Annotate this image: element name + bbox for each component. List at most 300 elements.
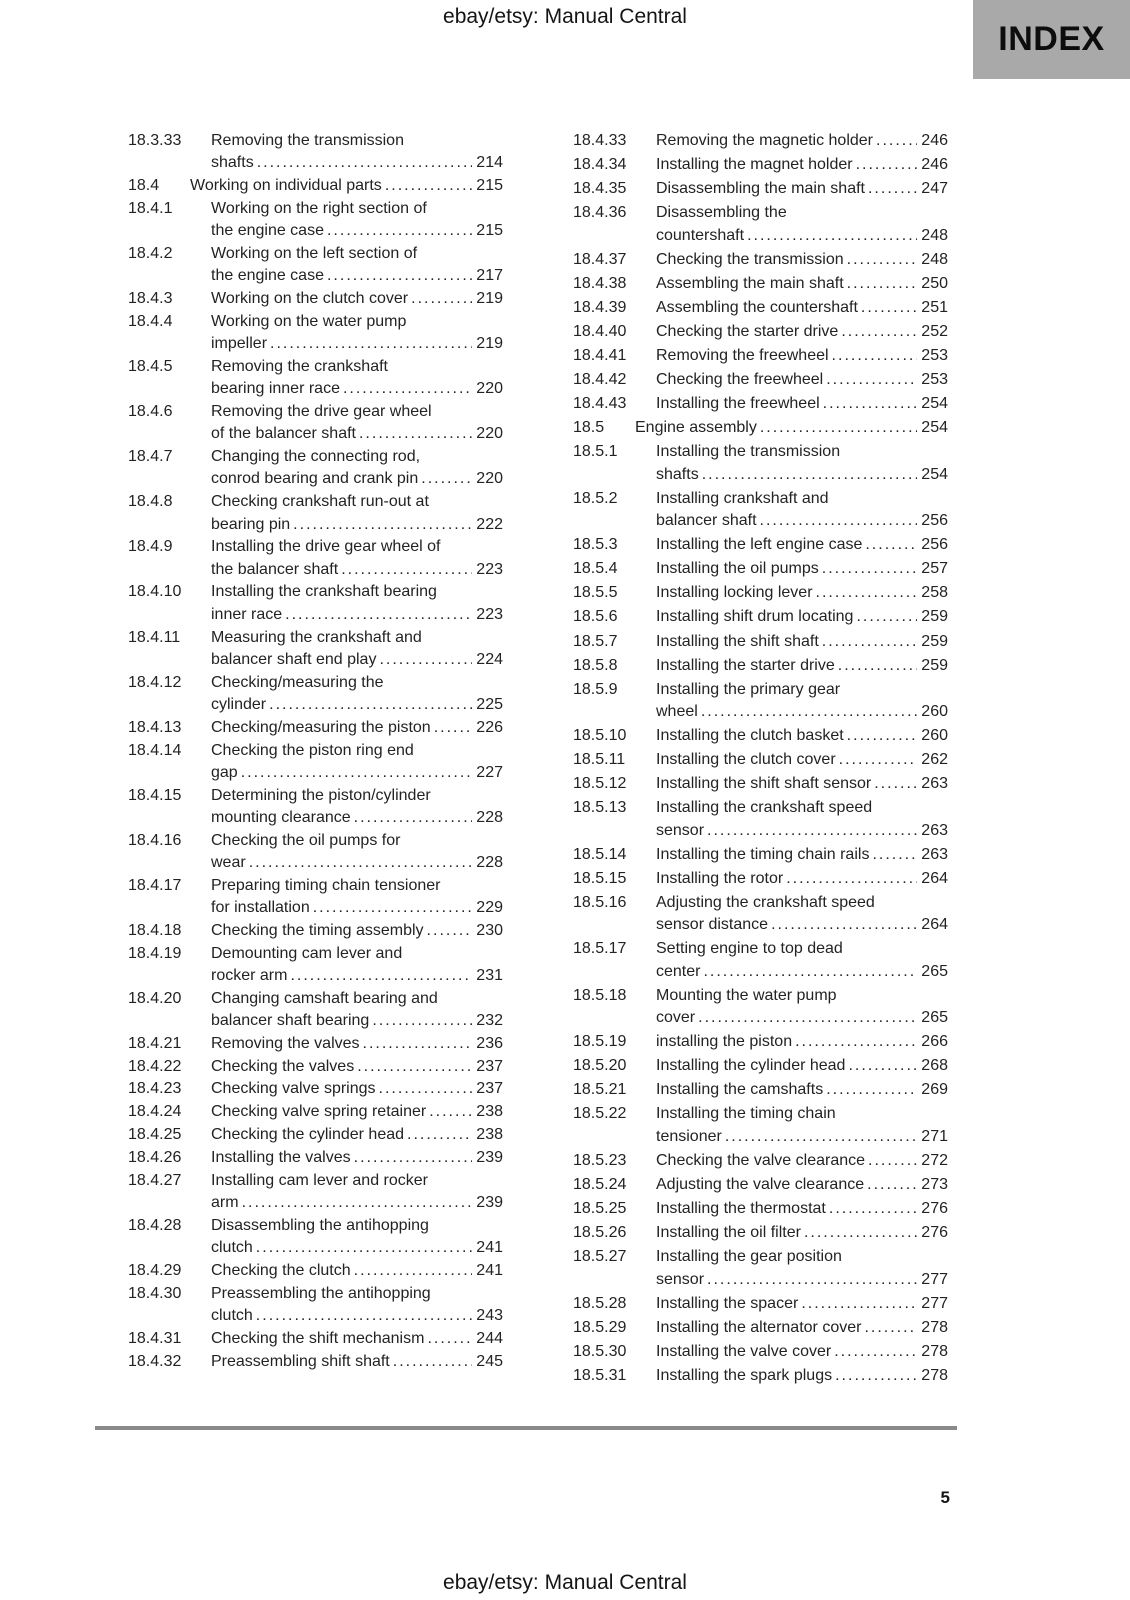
toc-entry [573, 1055, 948, 1077]
toc-entry-page: 265 [921, 1009, 948, 1027]
toc-leader-dots [835, 1365, 917, 1387]
toc-entry-body [656, 297, 948, 319]
toc-leader-dots [847, 725, 917, 747]
toc-entry-body [211, 446, 503, 491]
toc-entry-title: Assembling the countershaft [656, 298, 858, 316]
toc-entry [128, 1056, 503, 1078]
toc-entry-page: 256 [921, 536, 948, 554]
toc-leader-dots [411, 288, 472, 310]
toc-entry-line: Determining the piston/cylinder [211, 786, 431, 804]
toc-entry-title: Checking valve spring retainer [211, 1103, 427, 1121]
toc-entry-body [656, 1317, 948, 1339]
toc-entry-body [211, 1033, 503, 1055]
toc-leader-dots [856, 154, 917, 176]
toc-entry-title: Checking the clutch [211, 1261, 351, 1279]
toc-entry-number: 18.4.10 [128, 583, 182, 601]
toc-entry-body [656, 1341, 948, 1363]
toc-entry [128, 356, 503, 401]
toc-entry-page: 239 [476, 1148, 503, 1166]
toc-entry-lastline [656, 1269, 948, 1291]
toc-leader-dots [801, 1293, 917, 1315]
toc-entry-body [211, 581, 503, 626]
toc-entry-page: 220 [476, 425, 503, 443]
toc-entry [128, 1170, 503, 1215]
toc-entry-body [190, 175, 503, 197]
index-badge [973, 0, 1130, 79]
toc-entry [573, 868, 948, 890]
toc-entry-body [211, 740, 503, 785]
toc-entry [573, 417, 948, 439]
toc-leader-dots [270, 333, 472, 355]
toc-entry-number: 18.5.25 [573, 1200, 627, 1218]
toc-entry-page: 219 [476, 335, 503, 353]
toc-entry-lastline [211, 265, 503, 287]
toc-entry-body [656, 655, 948, 677]
toc-entry-body [656, 1293, 948, 1315]
toc-entry-lastline [656, 606, 948, 628]
toc-entry-page: 220 [476, 380, 503, 398]
toc-entry-number: 18.4.3 [128, 290, 173, 308]
toc-entry-title: Checking/measuring the piston [211, 718, 431, 736]
toc-entry-title: Checking the valves [211, 1057, 355, 1075]
toc-leader-dots [876, 130, 917, 152]
toc-entry-page: 277 [921, 1270, 948, 1288]
toc-entry-lastline [211, 920, 503, 942]
toc-leader-dots [795, 1031, 917, 1053]
toc-entry-page: 253 [921, 347, 948, 365]
toc-entry-lastline [656, 1341, 948, 1363]
toc-leader-dots [341, 559, 472, 581]
toc-leader-dots [868, 1150, 917, 1172]
toc-entry [573, 393, 948, 415]
toc-entry-line: Installing the gear position [656, 1248, 842, 1266]
toc-leader-dots [241, 762, 472, 784]
toc-entry-number: 18.5.26 [573, 1224, 627, 1242]
toc-entry-line: Measuring the crankshaft and [211, 628, 422, 646]
toc-entry-page: 278 [921, 1342, 948, 1360]
toc-entry [128, 491, 503, 536]
toc-entry-page: 269 [921, 1081, 948, 1099]
toc-leader-dots [701, 701, 917, 723]
toc-entry-number: 18.5.28 [573, 1294, 627, 1312]
toc-entry-title: Installing the clutch basket [656, 727, 844, 745]
toc-entry-body [211, 627, 503, 672]
toc-entry-body [656, 1365, 948, 1387]
toc-entry [573, 273, 948, 295]
toc-entry [573, 369, 948, 391]
toc-entry-title: Checking the starter drive [656, 322, 839, 340]
toc-leader-dots [760, 417, 917, 439]
toc-entry-lastline [656, 130, 948, 152]
toc-entry-number: 18.4.14 [128, 741, 182, 759]
toc-entry-title: Installing shift drum locating [656, 608, 854, 626]
toc-entry [573, 631, 948, 653]
toc-entry-body [656, 1198, 948, 1220]
toc-entry-number: 18.4.6 [128, 403, 173, 421]
toc-entry-number: 18.5.27 [573, 1248, 627, 1266]
toc-entry-page: 263 [921, 821, 948, 839]
toc-entry-lastline [211, 807, 503, 829]
toc-entry [573, 1031, 948, 1053]
toc-entry-page: 238 [476, 1126, 503, 1144]
toc-entry [128, 581, 503, 626]
toc-column-left [128, 130, 503, 1389]
toc-entry-title: mounting clearance [211, 808, 351, 826]
toc-entry [573, 655, 948, 677]
toc-entry-number: 18.4.12 [128, 673, 182, 691]
toc-entry-title: Checking the shift mechanism [211, 1329, 425, 1347]
toc-entry-title: bearing inner race [211, 380, 340, 398]
toc-entry-lastline [656, 725, 948, 747]
toc-entry-number: 18.4.16 [128, 831, 182, 849]
toc-entry [128, 830, 503, 875]
toc-entry [573, 1222, 948, 1244]
toc-entry-title: Checking the freewheel [656, 371, 824, 389]
toc-entry [573, 749, 948, 771]
toc-entry-body [211, 1170, 503, 1215]
toc-entry-number: 18.4.11 [128, 628, 181, 646]
toc-entry-line: Installing crankshaft and [656, 489, 829, 507]
toc-entry [573, 985, 948, 1030]
toc-entry-line: Disassembling the [656, 204, 787, 222]
toc-entry-number: 18.5.12 [573, 775, 627, 793]
toc-entry-lastline [656, 558, 948, 580]
toc-entry-title: Installing the timing chain rails [656, 845, 870, 863]
toc-entry-body [656, 178, 948, 200]
toc-entry-lastline [635, 417, 948, 439]
toc-entry-title: Removing the magnetic holder [656, 132, 874, 149]
toc-leader-dots [856, 606, 917, 628]
toc-entry-number: 18.4.37 [573, 250, 627, 268]
toc-entry-page: 215 [476, 177, 503, 195]
toc-entry-body [656, 441, 948, 486]
toc-entry-body [211, 1101, 503, 1123]
toc-entry-body [656, 985, 948, 1030]
toc-entry-line: Checking the oil pumps for [211, 831, 401, 849]
toc-entry-line: Removing the crankshaft [211, 357, 388, 375]
toc-entry [128, 785, 503, 830]
toc-entry-body [656, 631, 948, 653]
toc-entry-page: 237 [476, 1057, 503, 1075]
toc-entry [573, 582, 948, 604]
toc-leader-dots [698, 1007, 917, 1029]
toc-entry-body [656, 1150, 948, 1172]
toc-leader-dots [313, 897, 472, 919]
toc-entry-title: clutch [211, 1306, 253, 1324]
toc-entry-lastline [656, 464, 948, 486]
toc-entry-body [211, 717, 503, 739]
toc-entry [128, 536, 503, 581]
toc-entry-title: countershaft [656, 226, 745, 244]
toc-entry-lastline [211, 694, 503, 716]
toc-entry-line: Setting engine to top dead [656, 940, 843, 958]
toc-entry-page: 228 [476, 808, 503, 826]
toc-entry-page: 241 [476, 1261, 503, 1279]
toc-entry-lastline [656, 297, 948, 319]
toc-entry-title: Installing the shift shaft [656, 632, 819, 650]
toc-entry-number: 18.5.19 [573, 1033, 627, 1051]
toc-entry-lastline [656, 1150, 948, 1172]
toc-entry-body [211, 875, 503, 920]
toc-entry-line: Removing the transmission [211, 132, 404, 149]
toc-entry-lastline [656, 631, 948, 653]
toc-entry [573, 606, 948, 628]
toc-leader-dots [839, 749, 917, 771]
toc-entry-lastline [211, 1237, 503, 1259]
toc-entry-number: 18.5.1 [573, 443, 618, 461]
toc-entry-number: 18.5.15 [573, 869, 627, 887]
toc-entry [128, 1351, 503, 1373]
toc-entry-body [211, 672, 503, 717]
toc-leader-dots [822, 558, 917, 580]
toc-leader-dots [865, 534, 917, 556]
toc-entry-number: 18.4.42 [573, 371, 627, 389]
toc-entry-page: 265 [921, 962, 948, 980]
toc-entry-title: Installing locking lever [656, 584, 813, 602]
toc-leader-dots [804, 1222, 917, 1244]
toc-leader-dots [771, 914, 917, 936]
toc-entry-body [211, 830, 503, 875]
toc-entry-body [656, 749, 948, 771]
toc-entry-lastline [211, 1351, 503, 1373]
toc-entry-page: 259 [921, 632, 948, 650]
toc-entry-title: sensor [656, 821, 705, 839]
toc-entry-body [656, 892, 948, 937]
toc-entry-line: Installing cam lever and rocker [211, 1171, 428, 1189]
toc-entry-page: 247 [921, 180, 948, 198]
toc-leader-dots [703, 961, 917, 983]
toc-entry-page: 251 [921, 298, 948, 316]
toc-entry-number: 18.5 [573, 419, 605, 437]
toc-leader-dots [841, 321, 917, 343]
toc-entry [573, 1293, 948, 1315]
toc-entry [128, 627, 503, 672]
toc-entry [573, 202, 948, 247]
toc-entry-lastline [656, 1365, 948, 1387]
toc-entry [128, 311, 503, 356]
toc-entry-title: Installing the starter drive [656, 656, 835, 674]
toc-entry-page: 229 [476, 899, 503, 917]
toc-entry-title: shafts [656, 465, 699, 483]
toc-entry-number: 18.5.18 [573, 986, 627, 1004]
toc-entry-title: Installing the clutch cover [656, 751, 836, 769]
toc-entry [573, 1174, 948, 1196]
toc-entry-lastline [211, 468, 503, 490]
toc-leader-dots [861, 297, 917, 319]
toc-entry-number: 18.4.5 [128, 357, 173, 375]
toc-entry-body [211, 1078, 503, 1100]
toc-leader-dots [427, 1328, 472, 1350]
toc-entry-body [211, 536, 503, 581]
toc-entry-page: 248 [921, 226, 948, 244]
toc-entry-body [656, 1103, 948, 1148]
toc-entry-number: 18.5.22 [573, 1105, 627, 1123]
toc-entry-page: 253 [921, 371, 948, 389]
toc-entry [128, 1078, 503, 1100]
toc-entry [573, 130, 948, 152]
toc-entry-number: 18.4.23 [128, 1080, 182, 1098]
toc-leader-dots [760, 510, 917, 532]
toc-entry-line: Mounting the water pump [656, 986, 837, 1004]
toc-entry-lastline [211, 1305, 503, 1327]
toc-entry [128, 1283, 503, 1328]
toc-entry-title: Installing the cylinder head [656, 1057, 846, 1075]
toc-leader-dots [867, 1174, 917, 1196]
toc-entry [573, 249, 948, 271]
toc-entry-body [211, 1056, 503, 1078]
toc-entry-page: 272 [921, 1151, 948, 1169]
toc-entry-page: 252 [921, 322, 948, 340]
toc-entry-line: Preassembling the antihopping [211, 1284, 431, 1302]
toc-entry-lastline [656, 582, 948, 604]
toc-entry-body [656, 488, 948, 533]
toc-entry-body [656, 797, 948, 842]
toc-entry-number: 18.4.20 [128, 989, 182, 1007]
toc-entry-number: 18.4.26 [128, 1148, 182, 1166]
toc-entry-number: 18.5.17 [573, 940, 627, 958]
toc-entry-number: 18.4.35 [573, 180, 627, 198]
toc-leader-dots [327, 220, 472, 242]
toc-leader-dots [834, 1341, 917, 1363]
toc-leader-dots [257, 152, 472, 174]
toc-entry-page: 264 [921, 869, 948, 887]
toc-entry-body [656, 534, 948, 556]
toc-entry-lastline [656, 1031, 948, 1053]
toc-entry-number: 18.5.4 [573, 560, 618, 578]
toc-leader-dots [407, 1124, 472, 1146]
toc-entry-lastline [211, 220, 503, 242]
toc-entry-lastline [211, 152, 503, 174]
toc-column-right [573, 130, 948, 1389]
toc-entry-lastline [211, 649, 503, 671]
toc-entry [573, 679, 948, 724]
toc-entry-page: 245 [476, 1352, 503, 1370]
toc-leader-dots [747, 225, 917, 247]
toc-entry-title: Removing the freewheel [656, 347, 829, 365]
table-of-contents [128, 130, 948, 1389]
toc-entry-number: 18.4.43 [573, 395, 627, 413]
toc-entry-line: Installing the drive gear wheel of [211, 538, 441, 556]
toc-entry-title: Checking the timing assembly [211, 921, 424, 939]
toc-entry-number: 18.4.18 [128, 921, 182, 939]
toc-entry-lastline [656, 534, 948, 556]
toc-entry-number: 18.5.20 [573, 1057, 627, 1075]
toc-leader-dots [826, 1079, 917, 1101]
toc-entry-body [211, 1283, 503, 1328]
toc-entry-title: the engine case [211, 222, 324, 240]
toc-entry-number: 18.5.8 [573, 656, 618, 674]
toc-entry-page: 266 [921, 1033, 948, 1051]
toc-entry [128, 243, 503, 288]
toc-entry-lastline [211, 1124, 503, 1146]
toc-entry-title: balancer shaft [656, 512, 757, 530]
toc-entry-number: 18.4.34 [573, 156, 627, 174]
toc-entry-line: Checking/measuring the [211, 673, 384, 691]
toc-leader-dots [434, 717, 472, 739]
toc-entry-title: Removing the valves [211, 1034, 360, 1052]
toc-entry-number: 18.5.29 [573, 1318, 627, 1336]
toc-entry-number: 18.5.6 [573, 608, 618, 626]
toc-entry-title: Adjusting the valve clearance [656, 1175, 865, 1193]
toc-leader-dots [421, 468, 472, 490]
toc-entry-number: 18.4.9 [128, 538, 173, 556]
toc-entry-body [211, 491, 503, 536]
toc-entry-title: conrod bearing and crank pin [211, 470, 419, 488]
toc-entry-body [211, 1215, 503, 1260]
toc-entry-page: 276 [921, 1224, 948, 1242]
toc-entry-lastline [211, 1033, 503, 1055]
toc-entry-lastline [211, 378, 503, 400]
toc-entry-number: 18.4.21 [128, 1034, 182, 1052]
toc-entry-number: 18.4.36 [573, 204, 627, 222]
toc-entry-page: 260 [921, 703, 948, 721]
toc-entry-page: 217 [476, 267, 503, 285]
toc-entry-title: wheel [656, 703, 698, 721]
toc-entry-page: 262 [921, 751, 948, 769]
toc-entry-body [656, 938, 948, 983]
toc-entry-number: 18.4.4 [128, 312, 173, 330]
toc-entry-number: 18.4.2 [128, 244, 173, 262]
toc-entry-lastline [656, 701, 948, 723]
toc-entry [128, 446, 503, 491]
toc-entry [573, 1198, 948, 1220]
toc-entry-title: Disassembling the main shaft [656, 180, 865, 198]
toc-entry-lastline [656, 749, 948, 771]
toc-entry-title: wear [211, 854, 246, 871]
toc-leader-dots [256, 1237, 472, 1259]
toc-entry [128, 401, 503, 446]
toc-entry-lastline [211, 423, 503, 445]
toc-entry-lastline [656, 1198, 948, 1220]
toc-entry-lastline [656, 345, 948, 367]
toc-entry-lastline [190, 175, 503, 197]
toc-entry-lastline [656, 655, 948, 677]
toc-entry-page: 214 [476, 154, 503, 172]
toc-entry-page: 259 [921, 608, 948, 626]
toc-leader-dots [354, 807, 472, 829]
toc-leader-dots [393, 1351, 472, 1373]
toc-entry-page: 236 [476, 1034, 503, 1052]
toc-entry-page: 259 [921, 656, 948, 674]
toc-entry-title: Preassembling shift shaft [211, 1352, 390, 1370]
toc-entry-title: clutch [211, 1239, 253, 1257]
toc-entry-title: Installing the rotor [656, 869, 784, 887]
toc-entry-title: inner race [211, 605, 283, 623]
toc-entry-body [656, 321, 948, 343]
toc-entry-line: Working on the left section of [211, 244, 418, 262]
toc-entry-title: Checking the cylinder head [211, 1126, 405, 1144]
toc-entry-page: 246 [921, 156, 948, 174]
toc-entry [573, 1103, 948, 1148]
toc-entry-page: 226 [476, 718, 503, 736]
toc-entry-page: 220 [476, 470, 503, 488]
toc-entry-body [656, 773, 948, 795]
toc-leader-dots [707, 820, 917, 842]
toc-entry-page: 254 [921, 465, 948, 483]
toc-entry-page: 223 [476, 605, 503, 623]
toc-entry-line: Disassembling the antihopping [211, 1216, 429, 1234]
toc-leader-dots [269, 694, 472, 716]
toc-entry-lastline [656, 820, 948, 842]
toc-entry-title: cover [656, 1009, 696, 1027]
toc-entry-page: 222 [476, 515, 503, 533]
toc-leader-dots [354, 1260, 472, 1282]
toc-entry-body [211, 1147, 503, 1169]
toc-leader-dots [725, 1126, 917, 1148]
toc-entry [573, 1317, 948, 1339]
toc-entry-number: 18.5.30 [573, 1342, 627, 1360]
toc-entry-number: 18.5.16 [573, 894, 627, 912]
